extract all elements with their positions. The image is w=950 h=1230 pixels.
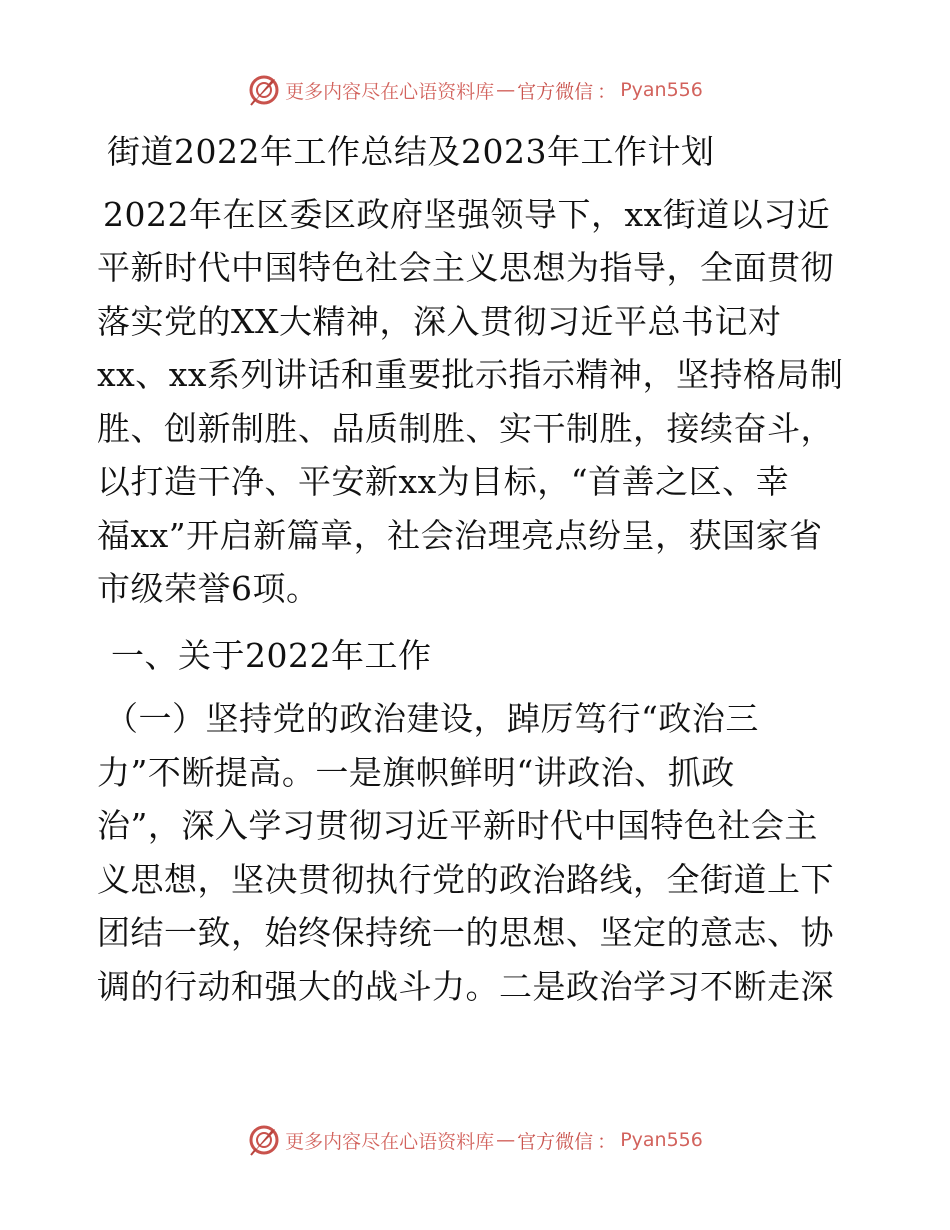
watermark-wechat-id: Pyan556 bbox=[620, 1129, 703, 1151]
section-line: 团结一致，始终保持统一的思想、坚定的意志、协 bbox=[97, 913, 834, 952]
intro-line: 福xx”开启新篇章，社会治理亮点纷呈，获国家省 bbox=[97, 515, 823, 555]
watermark-wechat-id: Pyan556 bbox=[620, 79, 703, 101]
section-line: （一）坚持党的政治建设，踔厉笃行“政治三 bbox=[105, 699, 759, 738]
watermark-text: 更多内容尽在心语资料库 bbox=[285, 80, 495, 103]
watermark-banner-top bbox=[0, 70, 950, 110]
watermark-label: 官方微信 bbox=[517, 1130, 594, 1153]
watermark-text: 更多内容尽在心语资料库 bbox=[285, 1130, 495, 1153]
section-line: 义思想，坚决贯彻执行党的政治路线，全街道上下 bbox=[97, 859, 834, 899]
quill-pen-circle-icon bbox=[247, 73, 281, 107]
watermark-colon: ： bbox=[597, 1130, 617, 1153]
quill-pen-circle-icon bbox=[247, 1123, 281, 1157]
section-heading: 一、关于2022年工作 bbox=[111, 635, 432, 675]
watermark-separator: — bbox=[496, 79, 516, 101]
watermark-label: 官方微信 bbox=[517, 80, 594, 103]
intro-line: 胜、创新制胜、品质制胜、实干制胜，接续奋斗， bbox=[97, 408, 834, 448]
section-line: 调的行动和强大的战斗力。二是政治学习不断走深 bbox=[97, 966, 834, 1006]
intro-line: 市级荣誉6项。 bbox=[97, 569, 320, 608]
document-body bbox=[97, 125, 857, 1013]
intro-line: xx、xx系列讲话和重要批示指示精神，坚持格局制 bbox=[97, 355, 844, 394]
watermark-banner-bottom bbox=[0, 1120, 950, 1160]
watermark-colon: ： bbox=[597, 80, 617, 103]
intro-line: 落实党的XX大精神，深入贯彻习近平总书记对 bbox=[97, 301, 782, 341]
intro-line: 以打造干净、平安新xx为目标，“首善之区、幸 bbox=[97, 462, 790, 501]
section-line: 治”，深入学习贯彻习近平新时代中国特色社会主 bbox=[97, 806, 818, 845]
intro-line: 2022年在区委区政府坚强领导下，xx街道以习近 bbox=[103, 194, 831, 234]
watermark-separator: — bbox=[496, 1129, 516, 1151]
document-title: 街道2022年工作总结及2023年工作计划 bbox=[107, 132, 715, 171]
intro-line: 平新时代中国特色社会主义思想为指导，全面贯彻 bbox=[97, 248, 834, 287]
section-line: 力”不断提高。一是旗帜鲜明“讲政治、抓政 bbox=[97, 752, 735, 792]
